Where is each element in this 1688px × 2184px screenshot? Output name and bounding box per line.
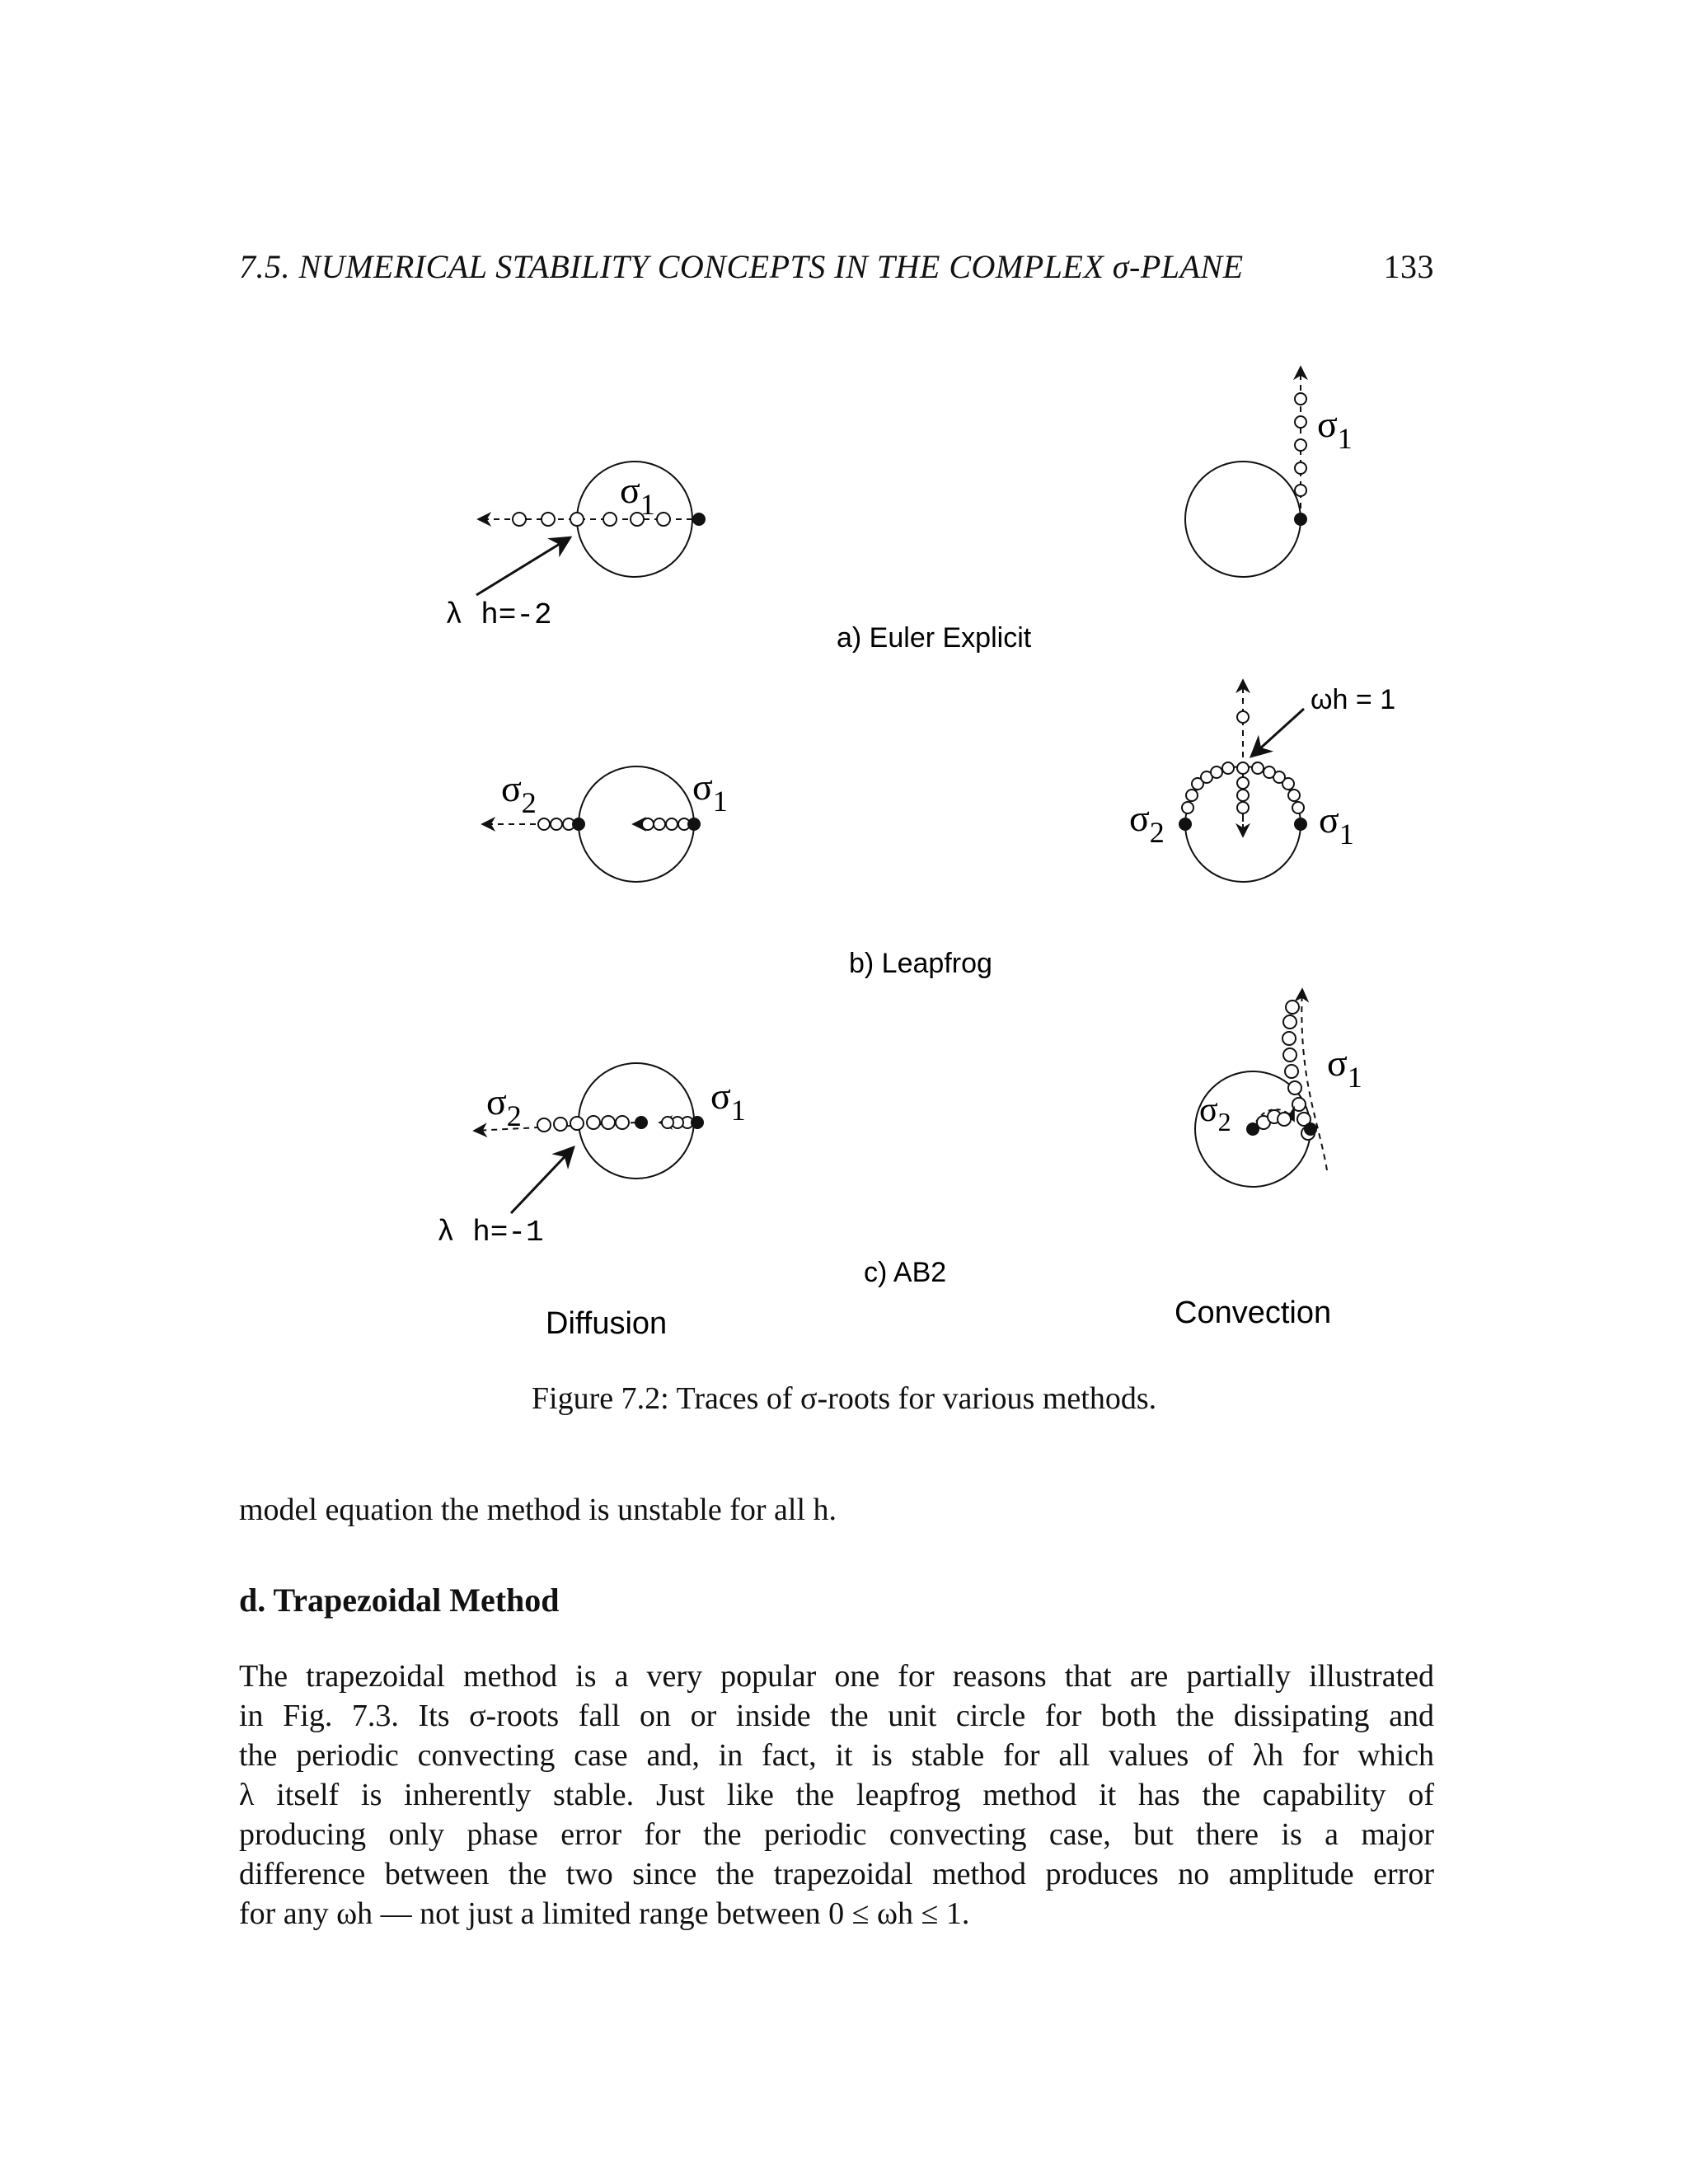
paragraph bbox=[239, 1657, 1434, 1933]
panel-c-label: c) AB2 bbox=[864, 1257, 947, 1288]
diffusion-euler-explicit bbox=[445, 462, 706, 632]
sigma1-label: $\sigma_1$ bbox=[1319, 799, 1354, 851]
figure-sigma-root-traces bbox=[0, 346, 1688, 1368]
sigma1-label: $\sigma_1$ bbox=[692, 766, 728, 818]
paragraph-line: for any ωh — not just a limited range between 0 ≤ ωh ≤ 1. bbox=[239, 1896, 970, 1931]
sigma1-label: $\sigma_1$ bbox=[710, 1075, 746, 1127]
sigma2-start-point bbox=[572, 818, 585, 831]
page-number: 133 bbox=[1383, 248, 1434, 285]
diffusion-ab2 bbox=[437, 1063, 746, 1249]
paragraph-line: the periodic convecting case and, in fact, it is stable for all values of λh for which bbox=[239, 1738, 1434, 1773]
lambda-h-label: λ h=-2 bbox=[445, 598, 552, 632]
sigma2-label: $\sigma_2$ bbox=[1199, 1091, 1231, 1137]
root-start-point bbox=[1294, 513, 1307, 526]
paragraph-line: difference between the two since the trapezoidal method produces no amplitude error bbox=[239, 1857, 1434, 1891]
sigma2-markers bbox=[538, 818, 574, 830]
sigma2-start-point bbox=[1179, 818, 1192, 831]
diffusion-column-label: Diffusion bbox=[546, 1306, 668, 1341]
sigma2-label: $\sigma_2$ bbox=[1129, 797, 1165, 849]
figure-caption: Figure 7.2: Traces of σ-roots for various methods. bbox=[531, 1381, 1157, 1416]
sigma1-label: $\sigma_1$ bbox=[1327, 1042, 1362, 1094]
convection-ab2 bbox=[1195, 989, 1362, 1187]
panel-b-label: b) Leapfrog bbox=[849, 948, 992, 979]
sigma2-markers bbox=[537, 1116, 629, 1132]
convection-euler-explicit bbox=[1185, 367, 1353, 577]
omega-h-arrow bbox=[1251, 709, 1304, 757]
sigma1-trace bbox=[1301, 989, 1327, 1170]
unit-circle bbox=[1185, 462, 1301, 577]
sigma1-label: $\sigma_1$ bbox=[620, 469, 655, 521]
paragraph-line: λ itself is inherently stable. Just like the leapfrog method it has the capability of bbox=[239, 1778, 1434, 1812]
lambda-h-arrow bbox=[511, 1147, 574, 1213]
sigma1-markers bbox=[662, 1117, 693, 1128]
sigma2-label: $\sigma_2$ bbox=[501, 767, 537, 819]
sigma1-start-point bbox=[1304, 1122, 1317, 1136]
sigma1-start-point bbox=[1294, 818, 1307, 831]
diffusion-leapfrog bbox=[482, 766, 728, 882]
sigma1-label: $\sigma_1$ bbox=[1317, 403, 1353, 455]
omega-h-label: ωh = 1 bbox=[1311, 684, 1396, 715]
sigma1-start-point bbox=[687, 818, 701, 831]
sigma2-label: $\sigma_2$ bbox=[486, 1080, 522, 1132]
paragraph-line: in Fig. 7.3. Its σ-roots fall on or inside the unit circle for both the dissipating and bbox=[239, 1699, 1434, 1733]
lambda-h-arrow bbox=[476, 537, 570, 595]
sigma1-markers bbox=[642, 818, 690, 830]
convection-column-label: Convection bbox=[1175, 1296, 1332, 1330]
sigma2-start-point bbox=[1246, 1122, 1259, 1136]
paragraph-line: producing only phase error for the periodic convecting case, but there is a major bbox=[239, 1817, 1434, 1852]
sigma1-start-point bbox=[691, 1116, 704, 1129]
convection-leapfrog bbox=[1129, 680, 1395, 882]
running-head bbox=[239, 247, 1434, 286]
intro-line: model equation the method is unstable for all h. bbox=[239, 1493, 837, 1527]
paragraph-line: The trapezoidal method is a very popular one for reasons that are partially illustrated bbox=[239, 1659, 1434, 1694]
panel-a-label: a) Euler Explicit bbox=[837, 622, 1032, 654]
section-title: 7.5. NUMERICAL STABILITY CONCEPTS IN THE COMPLEX σ-PLANE bbox=[239, 248, 1244, 285]
sigma2-point bbox=[635, 1116, 648, 1129]
sigma2-markers bbox=[1257, 1110, 1291, 1129]
root-start-point bbox=[692, 513, 706, 526]
section-heading: d. Trapezoidal Method bbox=[239, 1582, 560, 1619]
lambda-h-label: λ h=-1 bbox=[437, 1216, 544, 1249]
